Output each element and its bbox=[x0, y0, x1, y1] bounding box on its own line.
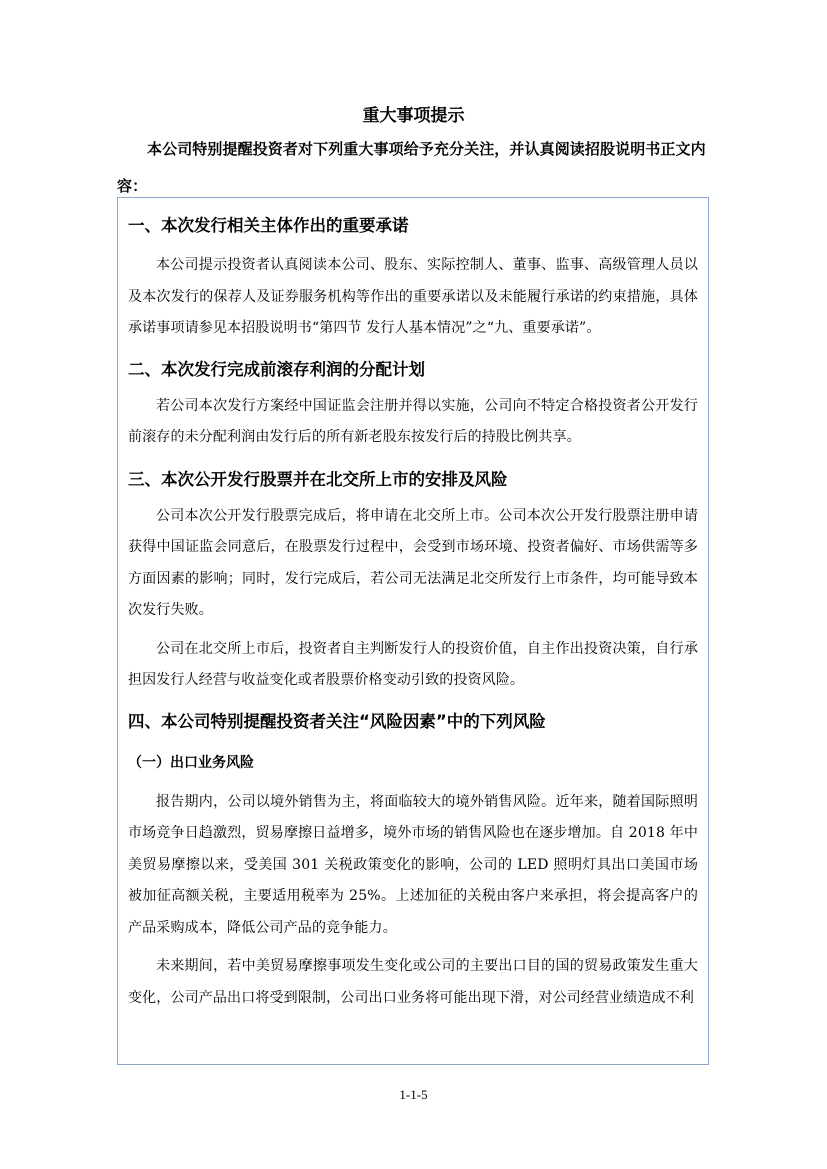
section-4-heading: 四、本公司特别提醒投资者关注“风险因素”中的下列风险 bbox=[128, 711, 546, 731]
section-4-paragraph-2: 未来期间，若中美贸易摩擦事项发生变化或公司的主要出口目的国的贸易政策发生重大变化，公司产品出口将受到限制，公司出口业务将可能出现下滑，对公司经营业绩造成不利 bbox=[128, 958, 698, 1006]
section-1-heading: 一、本次发行相关主体作出的重要承诺 bbox=[128, 216, 409, 235]
page-title: 重大事项提示 bbox=[362, 106, 465, 126]
notice-content bbox=[128, 198, 698, 1014]
section-2-heading: 二、本次发行完成前滚存利润的分配计划 bbox=[128, 359, 425, 379]
section-3-heading: 三、本次公开发行股票并在北交所上市的安排及风险 bbox=[128, 469, 508, 489]
notice-box bbox=[117, 197, 709, 1065]
section-3-paragraph-2: 公司在北交所上市后，投资者自主判断发行人的投资价值，自主作出投资决策，自行承担因发行人经营与收益变化或者股票价格变动引致的投资风险。 bbox=[128, 640, 698, 688]
intro-notice: 本公司特别提醒投资者对下列重大事项给予充分关注，并认真阅读招股说明书正文内容： bbox=[117, 140, 706, 195]
section-1-paragraph-1: 本公司提示投资者认真阅读本公司、股东、实际控制人、董事、监事、高级管理人员以及本次发行的保荐人及证券服务机构等作出的重要承诺以及未能履行承诺的约束措施，具体承诺事项请参见本招股说明书“第四节 发行人基本情况”之“九、重要承诺”。 bbox=[128, 257, 698, 336]
section-2-paragraph-1: 若公司本次发行方案经中国证监会注册并得以实施，公司向不特定合格投资者公开发行前滚存的未分配利润由发行后的所有新老股东按发行后的持股比例共享。 bbox=[128, 397, 698, 445]
section-3-paragraph-1: 公司本次公开发行股票完成后，将申请在北交所上市。公司本次公开发行股票注册申请获得中国证监会同意后，在股票发行过程中，会受到市场环境、投资者偏好、市场供需等多方面因素的影响；同时，发行完成后，若公司无法满足北交所发行上市条件，均可能导致本次发行失败。 bbox=[128, 507, 698, 618]
page-number: 1-1-5 bbox=[399, 1087, 428, 1102]
section-4-subheading: （一）出口业务风险 bbox=[128, 754, 254, 771]
section-4-paragraph-1: 报告期内，公司以境外销售为主，将面临较大的境外销售风险。近年来，随着国际照明市场竞争日趋激烈，贸易摩擦日益增多，境外市场的销售风险也在逐步增加。自 2018 年中美贸易摩擦以来，受美国 301 关税政策变化的影响，公司的 LED 照明灯具出口美国市场被加征高额关税，主要适用税率为 25%。上述加征的关税由客户来承担，将会提高客户的产品采购成本，降低公司产品的竞争能力。 bbox=[128, 793, 698, 936]
